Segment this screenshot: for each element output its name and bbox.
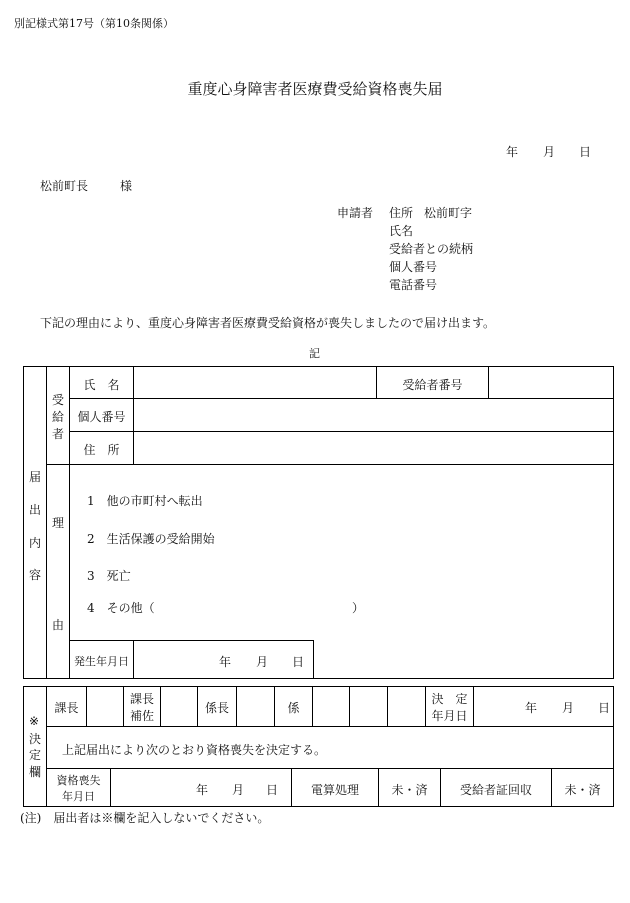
addressee-honorific: 様 [120, 179, 133, 193]
address-field[interactable] [134, 432, 613, 464]
occurrence-day-label: 日 [292, 655, 305, 669]
footnote: (注) 届出者は※欄を記入しないでください。 [20, 811, 270, 825]
decision-date-label-2: 年月日 [431, 709, 468, 723]
decision-statement: 上記届出により次のとおり資格喪失を決定する。 [62, 743, 327, 757]
reason-other-close: ） [352, 601, 365, 615]
side-label-todoke: 届 [29, 470, 42, 484]
applicant-address-value: 松前町字 [424, 206, 473, 220]
side-label-de: 出 [29, 503, 42, 517]
computer-processing-status[interactable]: 未・済 [391, 783, 428, 797]
computer-processing-label: 電算処理 [310, 783, 359, 797]
reason-label-yu: 由 [52, 618, 65, 632]
card-return-label: 受給者証回収 [459, 783, 532, 797]
decision-year-label: 年 [525, 701, 538, 715]
recipient-label-sha: 者 [52, 427, 65, 441]
applicant-name-label: 氏名 [389, 224, 414, 238]
side-label-nai: 内 [29, 536, 42, 550]
recipient-label-kyu: 給 [52, 410, 65, 424]
occurrence-month-label: 月 [256, 655, 269, 669]
name-label: 氏 名 [83, 378, 120, 392]
name-field[interactable] [134, 367, 376, 398]
date-day-label: 日 [579, 145, 592, 159]
decision-side-ran: 欄 [29, 765, 42, 779]
occurrence-date-label: 発生年月日 [74, 655, 129, 668]
kacho-stamp-box[interactable] [87, 687, 123, 726]
decision-side-ketsu: 決 [29, 732, 42, 746]
reason-option-2[interactable]: 2 生活保護の受給開始 [87, 532, 215, 546]
personal-number-field[interactable] [134, 399, 613, 431]
statement-text: 下記の理由により、重度心身障害者医療費受給資格が喪失しましたので届け出ます。 [40, 316, 496, 330]
applicant-phone-label: 電話番号 [389, 278, 438, 292]
kakari-label: 係 [287, 701, 300, 715]
loss-day-label: 日 [266, 783, 279, 797]
page-title: 重度心身障害者医療費受給資格喪失届 [187, 80, 443, 98]
kacho-hosa-stamp-box[interactable] [161, 687, 197, 726]
occurrence-year-label: 年 [219, 655, 232, 669]
applicant-personal-number-label: 個人番号 [389, 260, 438, 274]
applicant-relation-label: 受給者との続柄 [389, 242, 474, 256]
kakari-stamp-box-2[interactable] [350, 687, 387, 726]
applicant-address-label: 住所 [389, 206, 414, 220]
loss-date-label-1: 資格喪失 [56, 774, 101, 787]
side-label-you: 容 [29, 568, 42, 582]
card-return-status[interactable]: 未・済 [564, 783, 601, 797]
kacho-label: 課長 [54, 701, 79, 715]
applicant-label: 申請者 [337, 206, 374, 220]
reason-option-1[interactable]: 1 他の市町村へ転出 [87, 494, 203, 508]
ki-label: 記 [309, 347, 320, 360]
decision-side-mark: ※ [29, 714, 40, 728]
personal-number-label: 個人番号 [77, 410, 126, 424]
kakaricho-stamp-box[interactable] [237, 687, 274, 726]
recipient-number-label: 受給者番号 [402, 378, 463, 392]
date-year-label: 年 [506, 145, 519, 159]
kakaricho-label: 係長 [204, 701, 229, 715]
recipient-label-ju: 受 [52, 393, 65, 407]
loss-year-label: 年 [196, 783, 209, 797]
decision-day-label: 日 [598, 701, 611, 715]
loss-date-label-2: 年月日 [62, 790, 95, 803]
decision-side-tei: 定 [29, 748, 42, 762]
loss-month-label: 月 [232, 783, 245, 797]
reason-label-ri: 理 [52, 516, 65, 530]
form-reference: 別記様式第17号（第10条関係） [14, 17, 174, 30]
reason-other-field[interactable] [162, 597, 350, 615]
decision-month-label: 月 [562, 701, 575, 715]
kacho-hosa-label-2: 補佐 [129, 709, 154, 723]
decision-date-label-1: 決 定 [431, 692, 468, 706]
addressee-name: 松前町長 [40, 179, 89, 193]
kakari-stamp-box-1[interactable] [313, 687, 349, 726]
reason-option-3[interactable]: 3 死亡 [87, 569, 131, 583]
kakari-stamp-box-3[interactable] [388, 687, 425, 726]
address-label: 住 所 [83, 443, 120, 457]
recipient-number-field[interactable] [489, 367, 613, 398]
date-month-label: 月 [543, 145, 556, 159]
kacho-hosa-label-1: 課長 [129, 692, 154, 706]
reason-option-4[interactable]: 4 その他（ [87, 601, 155, 615]
